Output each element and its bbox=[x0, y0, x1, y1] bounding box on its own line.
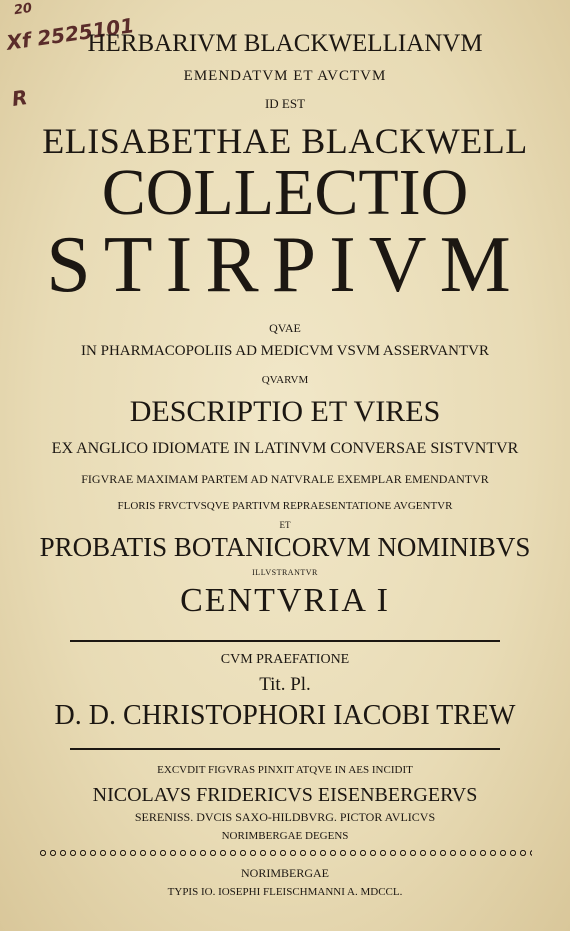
title-line-9: QVARVM bbox=[261, 374, 309, 386]
side-mark: R bbox=[10, 85, 30, 111]
title-line-15: PROBATIS BOTANICORVM NOMINIBVS bbox=[39, 532, 531, 562]
engraver-line-4: NORIMBERGAE DEGENS bbox=[221, 830, 349, 842]
title-line-16: ILLVSTRANTVR bbox=[252, 568, 318, 577]
engraver-line-3: SERENISS. DVCIS SAXO-HILDBVRG. PICTOR AVLICVS bbox=[134, 810, 436, 824]
engraver-line-2: NICOLAVS FRIDERICVS EISENBERGERVS bbox=[92, 784, 478, 806]
title-line-2: EMENDATVM ET AVCTVM bbox=[183, 68, 387, 84]
title-line-12: FIGVRAE MAXIMAM PARTEM AD NATVRALE EXEMPLAR EMENDANTVR bbox=[81, 472, 489, 486]
rule-2 bbox=[70, 748, 500, 750]
preface-line-2: Tit. Pl. bbox=[259, 674, 311, 695]
title-line-17: CENTVRIA I bbox=[180, 582, 390, 619]
title-line-4: ELISABETHAE BLACKWELL bbox=[42, 121, 528, 161]
corner-note: 20 bbox=[13, 0, 34, 19]
title-line-1: HERBARIVM BLACKWELLIANVM bbox=[87, 30, 483, 57]
title-line-5: COLLECTIO bbox=[101, 156, 469, 229]
title-line-3: ID EST bbox=[264, 96, 306, 111]
title-line-11: EX ANGLICO IDIOMATE IN LATINVM CONVERSAE SISTVNTVR bbox=[51, 440, 519, 457]
shelfmark-note: Xf 2525101 bbox=[4, 13, 136, 55]
imprint-place: NORIMBERGAE bbox=[240, 866, 329, 880]
title-line-8: IN PHARMACOPOLIIS AD MEDICVM VSVM ASSERVANTVR bbox=[81, 343, 489, 359]
title-line-10: DESCRIPTIO ET VIRES bbox=[129, 395, 441, 428]
title-line-7: QVAE bbox=[269, 321, 301, 335]
preface-line-1: CVM PRAEFATIONE bbox=[220, 652, 350, 667]
title-line-14: ET bbox=[279, 520, 291, 530]
title-line-13: FLORIS FRVCTVSQVE PARTIVM REPRAESENTATIONE AVGENTVR bbox=[117, 500, 453, 512]
preface-line-3: D. D. CHRISTOPHORI IACOBI TREW bbox=[54, 700, 516, 731]
engraver-line-1: EXCVDIT FIGVRAS PINXIT ATQVE IN AES INCIDIT bbox=[157, 764, 413, 776]
ornamental-border bbox=[38, 848, 532, 858]
imprint-printer: TYPIS IO. IOSEPHI FLEISCHMANNI A. MDCCL. bbox=[167, 886, 403, 898]
rule-1 bbox=[70, 640, 500, 642]
title-line-6: STIRPIVM bbox=[46, 221, 524, 309]
